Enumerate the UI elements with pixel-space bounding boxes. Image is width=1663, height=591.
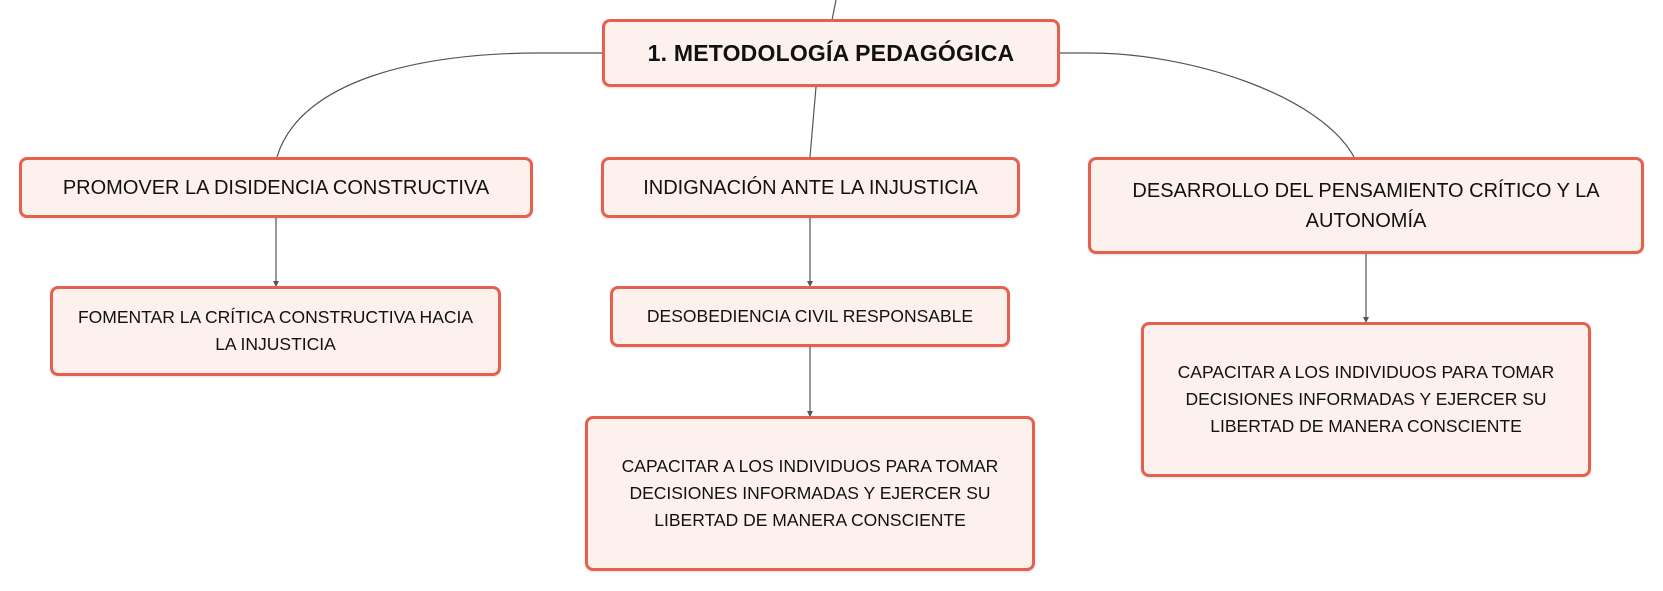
branch-node-promover-disidencia[interactable] (19, 157, 533, 218)
child-node-label: DESOBEDIENCIA CIVIL RESPONSABLE (646, 306, 974, 326)
child-node-capacitar-individuos[interactable] (1141, 322, 1591, 477)
branch-node-label: DESARROLLO DEL PENSAMIENTO CRÍTICO Y LA AUTONOMÍA (1132, 179, 1600, 232)
child-node-label: CAPACITAR A LOS INDIVIDUOS PARA TOMAR DECISIONES INFORMADAS Y EJERCER SU LIBERTAD DE MANERA CONSCIENTE (1177, 362, 1555, 436)
connector-root-branch-2 (810, 87, 816, 157)
connector-root-branch-1 (277, 53, 602, 157)
branch-node-pensamiento-critico[interactable] (1088, 157, 1644, 254)
root-node-label: 1. METODOLOGÍA PEDAGÓGICA (647, 39, 1015, 66)
child-node-label: CAPACITAR A LOS INDIVIDUOS PARA TOMAR DECISIONES INFORMADAS Y EJERCER SU LIBERTAD DE MANERA CONSCIENTE (621, 456, 999, 530)
child-node-desobediencia[interactable] (610, 286, 1010, 347)
child-node-capacitar-individuos[interactable] (585, 416, 1035, 571)
connector-root-branch-3 (1060, 53, 1354, 157)
child-node-fomentar-critica[interactable] (50, 286, 501, 376)
root-node[interactable] (602, 19, 1060, 87)
branch-node-indignacion[interactable] (601, 157, 1020, 218)
branch-node-label: INDIGNACIÓN ANTE LA INJUSTICIA (643, 176, 978, 199)
connector-incoming (832, 0, 836, 20)
child-node-label: FOMENTAR LA CRÍTICA CONSTRUCTIVA HACIA LA INJUSTICIA (77, 307, 474, 354)
branch-node-label: PROMOVER LA DISIDENCIA CONSTRUCTIVA (62, 176, 490, 199)
